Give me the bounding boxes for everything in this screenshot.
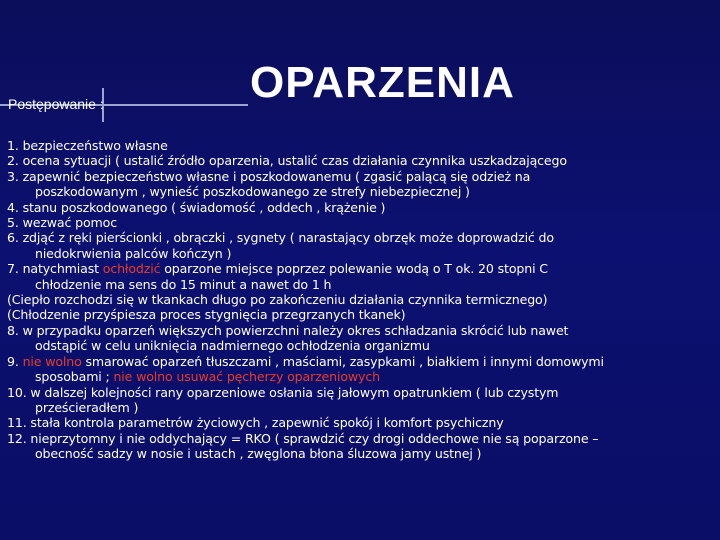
text-run: 12. nieprzytomny i nie oddychający = RKO ( sprawdzić czy drogi oddechowe nie są poparzone – [7,430,599,446]
list-item [7,385,711,400]
list-item [7,354,711,369]
slide-body [7,138,711,462]
list-item [7,415,711,430]
text-run: chłodzenie ma sens do 15 minut a nawet do 1 h [35,276,332,292]
text-run: prześcieradłem ) [35,399,139,415]
text-run: 10. w dalszej kolejności rany oparzeniowe osłania się jałowym opatrunkiem ( lub czystym [7,384,559,400]
list-item-continuation [7,400,711,415]
text-run: smarować oparzeń tłuszczami , maściami, zasypkami , białkiem i innymi domowymi [81,353,604,369]
text-run: 4. stanu poszkodowanego ( świadomość , oddech , krążenie ) [7,199,386,215]
text-run: 8. w przypadku oparzeń większych powierzchni należy okres schładzania skrócić lub nawet [7,322,569,338]
text-run: niedokrwienia palców kończyn ) [35,245,232,261]
text-run: (Chłodzenie przyśpiesza proces stygnięcia przegrzanych tkanek) [7,307,406,323]
slide-subtitle: Postępowanie : [8,96,104,112]
list-item-continuation [7,446,711,461]
text-run: 9. [7,353,23,369]
list-item [7,323,711,338]
list-item-continuation [7,246,711,261]
text-run: obecność sadzy w nosie i ustach , zwęglona błona śluzowa jamy ustnej ) [35,446,482,462]
text-run: 2. ocena sytuacji ( ustalić źródło oparzenia, ustalić czas działania czynnika uszkadzającego [7,153,567,169]
highlighted-text: nie wolno usuwać pęcherzy oparzeniowych [113,369,380,385]
text-run: 11. stała kontrola parametrów życiowych , zapewnić spokój i komfort psychiczny [7,415,504,431]
list-item-continuation [7,277,711,292]
text-run: 7. natychmiast [7,261,103,277]
text-run: 1. bezpieczeństwo własne [7,138,168,153]
highlighted-text: ochłodzić [102,261,161,277]
list-item [7,292,711,307]
text-run: 5. wezwać pomoc [7,215,117,231]
text-run: poszkodowanym , wynieść poszkodowanego ze strefy niebezpiecznej ) [35,184,470,200]
text-run: sposobami ; [35,369,114,385]
text-run: oparzone miejsce poprzez polewanie wodą o T ok. 20 stopni C [160,261,548,277]
list-item [7,431,711,446]
slide-title: OPARZENIA [250,58,515,107]
list-item-continuation [7,338,711,353]
list-item-continuation [7,184,711,199]
list-item [7,153,711,168]
list-item [7,200,711,215]
list-item [7,138,711,153]
list-item-continuation [7,369,711,384]
list-item [7,215,711,230]
list-item [7,307,711,322]
list-item [7,261,711,276]
text-run: odstąpić w celu uniknięcia nadmiernego ochłodzenia organizmu [35,338,430,354]
text-run: 3. zapewnić bezpieczeństwo własne i poszkodowanemu ( zgasić palącą się odzież na [7,168,531,184]
text-run: 6. zdjąć z ręki pierścionki , obrączki , sygnety ( narastający obrzęk może doprowadzić do [7,230,554,246]
list-item [7,169,711,184]
list-item [7,230,711,245]
highlighted-text: nie wolno [22,353,82,369]
text-run: (Ciepło rozchodzi się w tkankach długo po zakończeniu działania czynnika termicznego) [7,292,548,308]
